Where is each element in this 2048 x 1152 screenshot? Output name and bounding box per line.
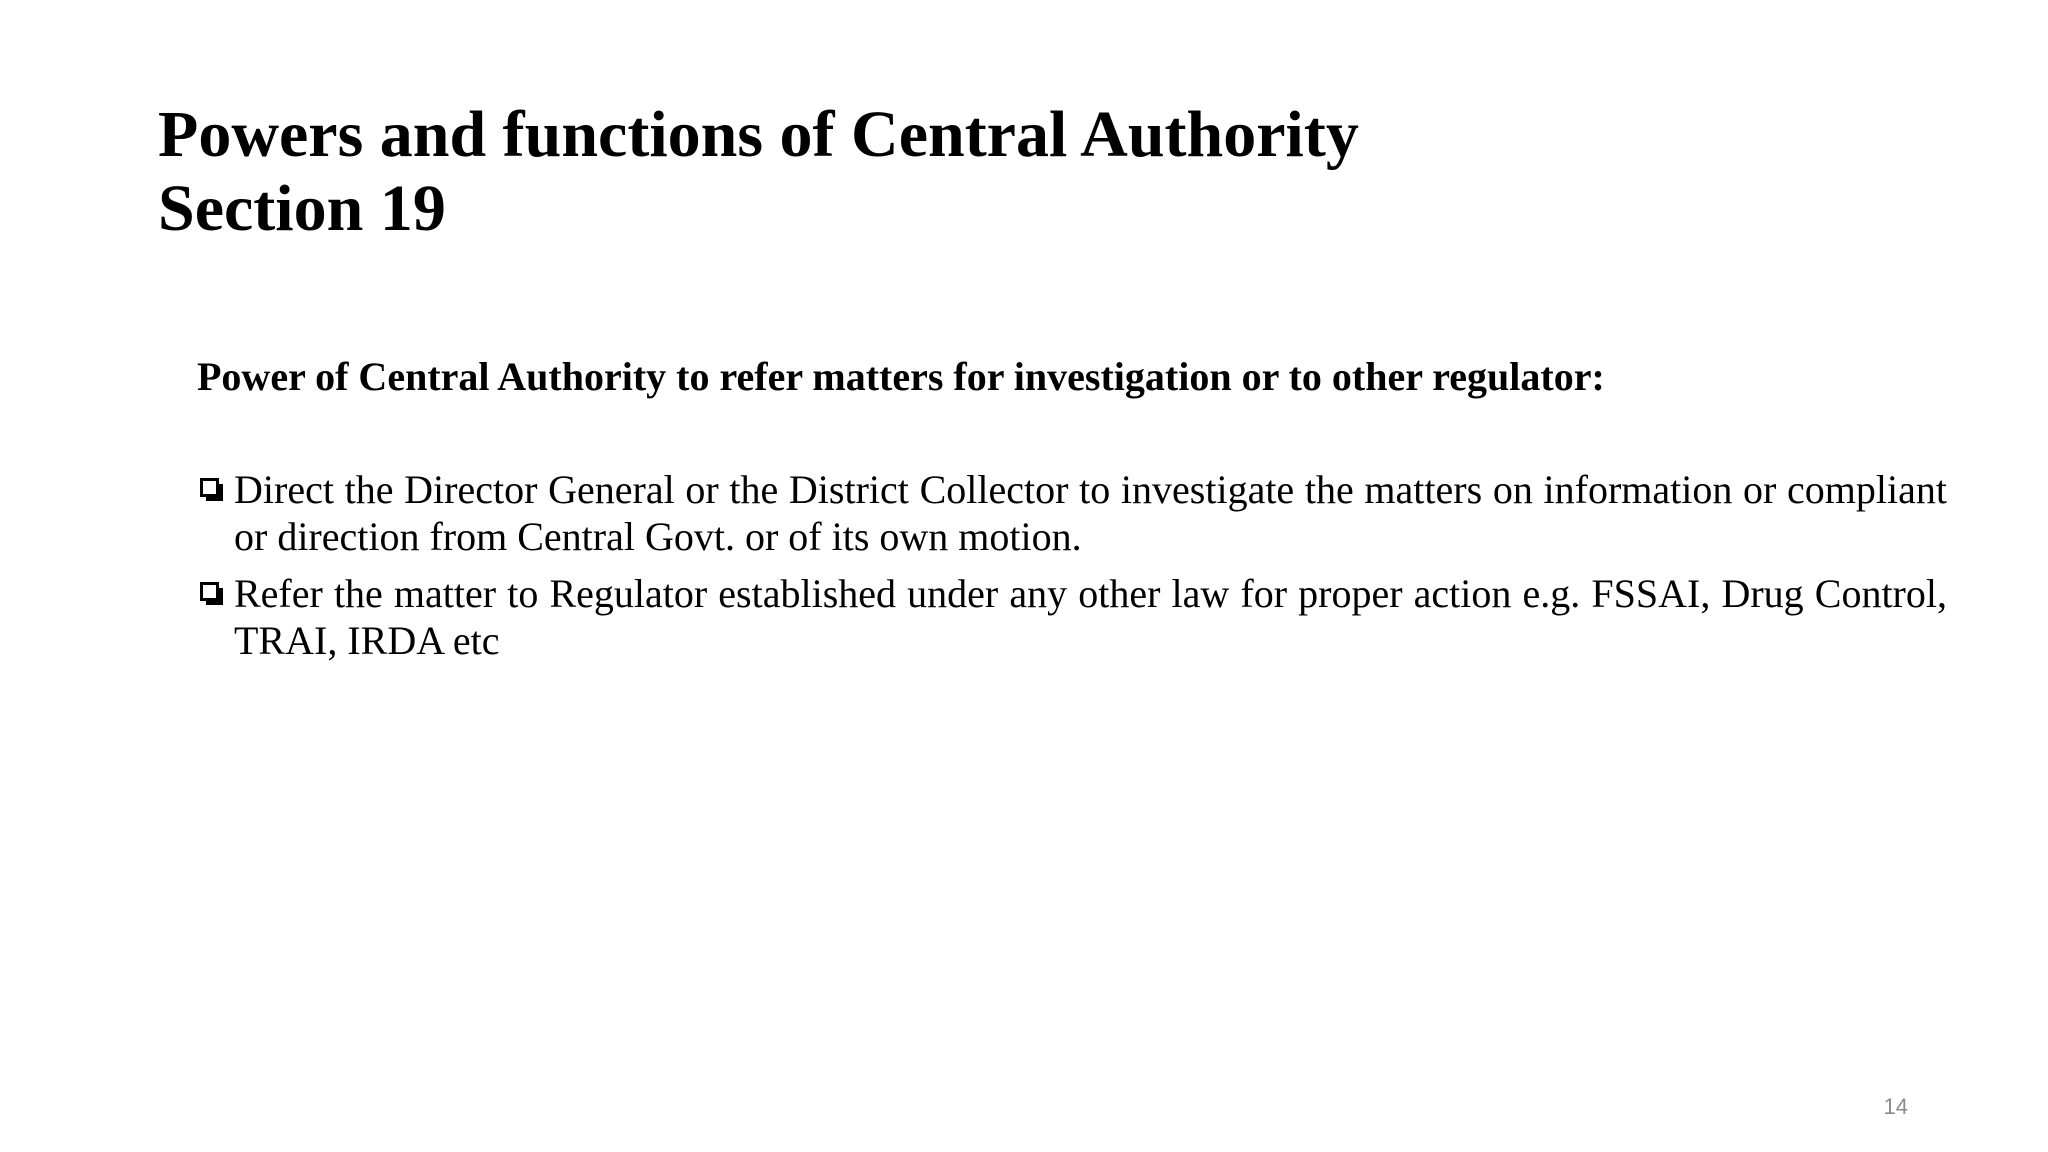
slide-title-line-2: Section 19 <box>158 172 446 245</box>
page-number: 14 <box>1883 1094 1908 1119</box>
bullet-list <box>197 466 1947 674</box>
bullet-item-investigate <box>197 466 1947 560</box>
bullet-text: Direct the Director General or the District Collector to investigate the matters on information or compliant or direction from Central Govt. or of its own motion. <box>234 467 1947 559</box>
bullet-text: Refer the matter to Regulator established under any other law for proper action e.g. FSSAI, Drug Control, TRAI, IRDA etc <box>234 571 1947 663</box>
hollow-square-bullet-icon <box>200 582 219 601</box>
slide-subheading: Power of Central Authority to refer matters for investigation or to other regulator: <box>197 354 1605 399</box>
slide-title <box>158 98 1908 246</box>
hollow-square-bullet-icon <box>200 478 219 497</box>
bullet-item-refer-regulator <box>197 570 1947 664</box>
slide-title-line-1: Powers and functions of Central Authority <box>158 98 1359 171</box>
